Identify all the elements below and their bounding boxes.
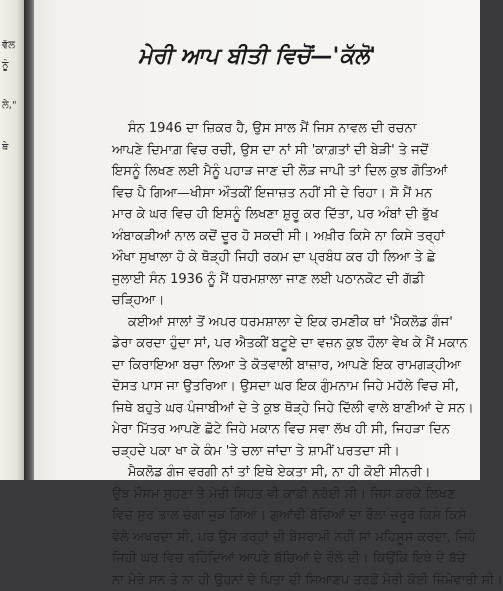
text-line: ਉਝ ਮੌਸਮ ਸੁਹਣਾ ਤੇ ਮੇਰੀ ਸਿਹਤ ਵੀ ਕਾਫ਼ੀ ਨਰੋਈ ਸੀ। ਜਿਸ ਕਰਕੇ ਲਿਖਣ — [112, 484, 476, 506]
book-gutter — [24, 0, 34, 480]
previous-page-fragment: ਲੇ," — [2, 100, 17, 111]
text-line: ਜਿਹੀ ਘਰ ਵਿਚ ਰਹਿੰਦਿਆਂ ਆਪਣੇ ਬੱਚਿਆਂ ਦੇ ਰੌਲੇ ਦੀ। ਕਿਉਂਕਿ ਇਥੇ ਦੇ ਬੱਚੇ — [112, 548, 476, 570]
text-line: ਸੰਨ 1946 ਦਾ ਜ਼ਿਕਰ ਹੈ, ਉਸ ਸਾਲ ਮੈਂ ਜਿਸ ਨਾਵਲ ਦੀ ਰਚਨਾ — [112, 118, 476, 140]
text-line: ਨਾ ਮੇਰੇ ਸਨ ਤੇ ਨਾ ਹੀ ਉਹਨਾਂ ਦੇ ਪਿਤਾ ਦੀ ਸਿਆਣਪ ਤਰਫ਼ੋਂ ਮੇਰੀ ਕੋਈ ਜ਼ਿੰਮੇਵਾਰੀ ਸੀ। — [112, 570, 476, 591]
text-line: ਵਿਚ ਸੁਰ ਤਾਲ ਚੰਗਾ ਜੁੜ ਗਿਆ। ਗੁਆਂਢੀ ਬੱਚਿਆਂ ਦਾ ਰੌਲਾ ਜ਼ਰੂਰ ਕਿਸੇ ਕਿਸੇ — [112, 505, 476, 527]
text-line: ਜਿਥੇ ਬਹੁਤੇ ਘਰ ਪੰਜਾਬੀਆਂ ਦੇ ਤੇ ਕੁਝ ਥੋੜ੍ਹੇ ਜਿਹੇ ਦਿੱਲੀ ਵਾਲੇ ਬਾਣੀਆਂ ਦੇ ਸਨ। — [112, 398, 476, 420]
previous-page-edge — [0, 0, 24, 480]
text-line: ਦਾ ਕਿਰਾਇਆ ਬਚਾ ਲਿਆ ਤੇ ਕੋਤਵਾਲੀ ਬਾਜ਼ਾਰ, ਆਪਣੇ ਇਕ ਰਾਮਗੜ੍ਹੀਆ — [112, 355, 476, 377]
previous-page-fragment: ਵੱਲ — [2, 40, 15, 51]
text-line: ਚੜ੍ਹਿਆ। — [112, 290, 476, 312]
text-line: ਇਸਨੂੰ ਲਿਖਣ ਲਈ ਮੈਨੂੰ ਪਹਾੜ ਜਾਣ ਦੀ ਲੋੜ ਜਾਪੀ ਤਾਂ ਦਿਲ ਕੁਝ ਗੋਤਿਆਂ — [112, 161, 476, 183]
text-line: ਵਿਚ ਪੈ ਗਿਆ—ਖੀਸਾ ਔਤਕੀਂ ਇਜਾਜ਼ਤ ਨਹੀਂ ਸੀ ਦੇ ਰਿਹਾ। ਸੋ ਮੈਂ ਮਨ — [112, 183, 476, 205]
book-page — [34, 0, 480, 480]
text-line: ਮੇਰਾ ਮਿੱਤਰ ਆਪਣੇ ਛੋਟੇ ਜਿਹੇ ਮਕਾਨ ਵਿਚ ਸਵਾ ਲੱਖ ਹੀ ਸੀ, ਜਿਹੜਾ ਦਿਨ — [112, 419, 476, 441]
chapter-title: ਮੇਰੀ ਆਪ ਬੀਤੀ ਵਿਚੋਂ—'ਕੱਲੋ' — [34, 44, 480, 69]
text-line: ਜੁਲਾਈ ਸੰਨ 1936 ਨੂੰ ਮੈਂ ਧਰਮਸ਼ਾਲਾ ਜਾਣ ਲਈ ਪਠਾਨਕੋਟ ਦੀ ਗੱਡੀ — [112, 269, 476, 291]
text-line: ਮਾਰ ਕੇ ਘਰ ਵਿਚ ਹੀ ਇਸਨੂੰ ਲਿਖਣਾ ਸ਼ੁਰੂ ਕਰ ਦਿੱਤਾ, ਪਰ ਅੰਬਾਂ ਦੀ ਭੁੱਖ — [112, 204, 476, 226]
previous-page-fragment: ਥੇ — [2, 142, 8, 153]
text-line: ਔਖਾ ਸੁਖਾਲਾ ਹੋ ਕੇ ਥੋੜ੍ਹੀ ਜਿਹੀ ਰਕਮ ਦਾ ਪ੍ਰਬੰਧ ਕਰ ਹੀ ਲਿਆ ਤੇ ਛੇ — [112, 247, 476, 269]
previous-page-fragment: ਨੂੰ — [2, 60, 9, 71]
chapter-body — [112, 118, 476, 591]
text-line: ਦੋਸਤ ਪਾਸ ਜਾ ਉਤਰਿਆ। ਉਸਦਾ ਘਰ ਇਕ ਗੁੰਮਨਾਮ ਜਿਹੇ ਮਹੱਲੇ ਵਿਚ ਸੀ, — [112, 376, 476, 398]
text-line: ਅੰਬਾਕੜੀਆਂ ਨਾਲ ਕਦੋਂ ਦੂਰ ਹੋ ਸਕਦੀ ਸੀ। ਅਖ਼ੀਰ ਕਿਸੇ ਨਾ ਕਿਸੇ ਤਰ੍ਹਾਂ — [112, 226, 476, 248]
text-line: ਚੜ੍ਹਦੇ ਪਕਾ ਖਾ ਕੇ ਕੰਮ 'ਤੇ ਚਲਾ ਜਾਂਦਾ ਤੇ ਸ਼ਾਮੀਂ ਪਰਤਦਾ ਸੀ। — [112, 441, 476, 463]
text-line: ਕਈਆਂ ਸਾਲਾਂ ਤੋਂ ਅਪਰ ਧਰਮਸ਼ਾਲਾ ਦੇ ਇਕ ਰਮਣੀਕ ਥਾਂ 'ਮੈਕਲੋਡ ਗੰਜ' — [112, 312, 476, 334]
text-line: ਮੈਕਲੋਡ ਗੰਜ ਵਰਗੀ ਨਾਂ ਤਾਂ ਇਥੇ ਏਕਤਾ ਸੀ, ਨਾ ਹੀ ਕੋਈ ਸੀਨਰੀ। — [112, 462, 476, 484]
text-line: ਵੇਲੇ ਅਖਰਦਾ ਸੀ, ਪਰ ਉਸ ਤਰ੍ਹਾਂ ਦੀ ਬੇਸਰਾਮੀ ਨਹੀਂ ਸਾਂ ਮਹਿਸੂਸ ਕਰਦਾ, ਜਿਹੋ — [112, 527, 476, 549]
text-line: ਆਪਣੇ ਦਿਮਾਗ਼ ਵਿਚ ਰਚੀ, ਉਸ ਦਾ ਨਾਂ ਸੀ 'ਕਾਗ਼ਤਾਂ ਦੀ ਬੇੜੀ' ਤੇ ਜਦੋਂ — [112, 140, 476, 162]
text-line: ਡੇਰਾ ਕਰਦਾ ਹੁੰਦਾ ਸਾਂ, ਪਰ ਐਤਕੀਂ ਬਟੂਏ ਦਾ ਵਜ਼ਨ ਕੁਝ ਹੌਲਾ ਵੇਖ ਕੇ ਮੈਂ ਮਕਾਨ — [112, 333, 476, 355]
